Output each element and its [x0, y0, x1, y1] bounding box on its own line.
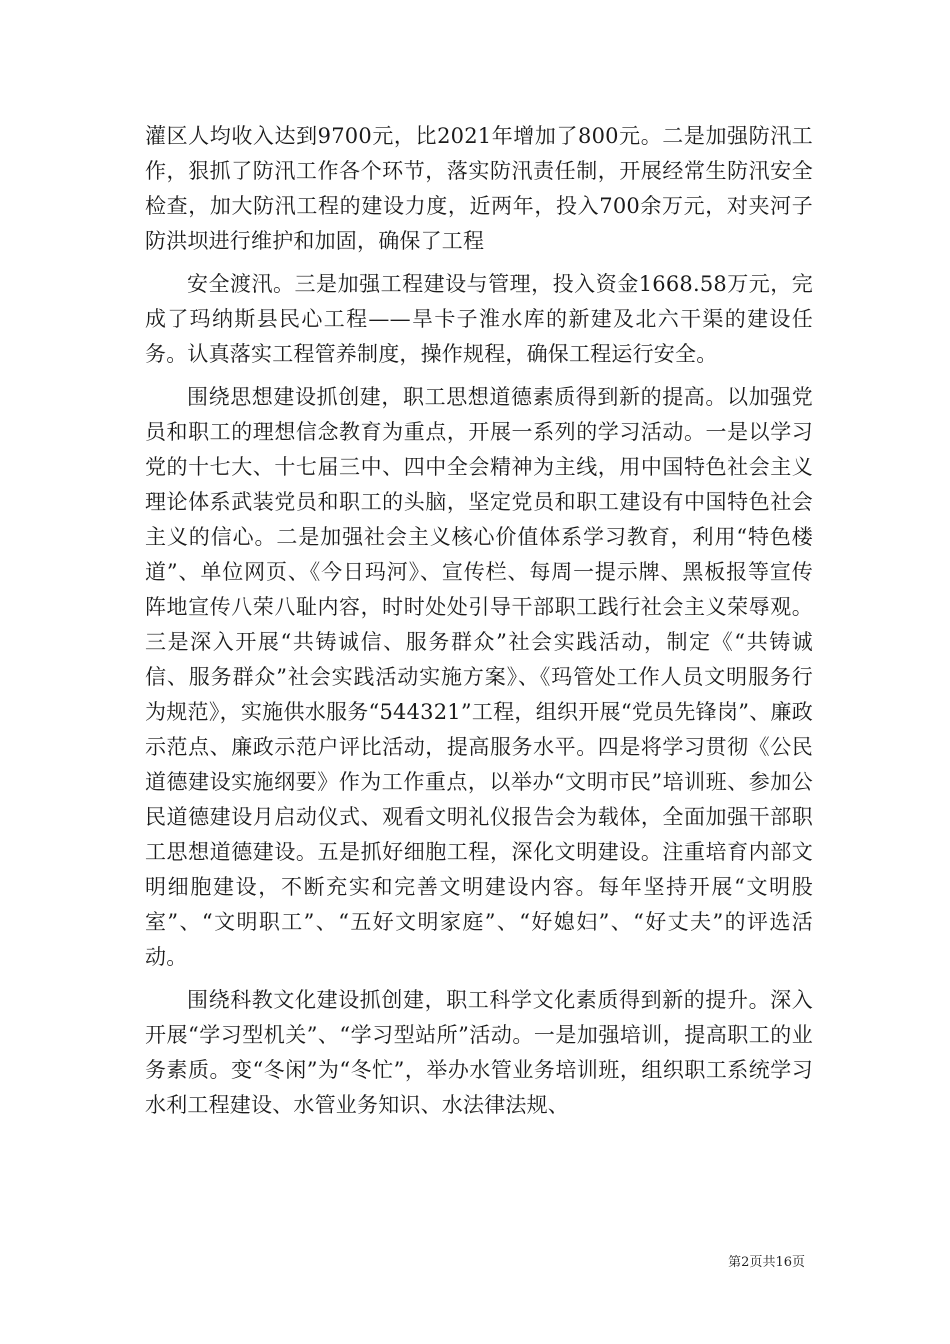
paragraph-3: 围绕思想建设抓创建，职工思想道德素质得到新的提高。以加强党员和职工的理想信念教育为重点，开展一系列的学习活动。一是以学习党的十七大、十七届三中、四中全会精神为主线，用中国特色社会主义理论体系武装党员和职工的头脑，坚定党员和职工建设有中国特色社会主义的信心。二是加强社会主义核心价值体系学习教育，利用“特色楼道”、单位网页、《今日玛河》、宣传栏、每周一提示牌、黑板报等宣传阵地宣传八荣八耻内容，时时处处引导干部职工践行社会主义荣辱观。三是深入开展“共铸诚信、服务群众”社会实践活动，制定《“共铸诚信、服务群众”社会实践活动实施方案》、《玛管处工作人员文明服务行为规范》，实施供水服务“544321”工程，组织开展“党员先锋岗”、廉政示范点、廉政示范户评比活动，提高服务水平。四是将学习贯彻《公民道德建设实施纲要》作为工作重点，以举办“文明市民”培训班、参加公民道德建设月启动仪式、观看文明礼仪报告会为载体，全面加强干部职工思想道德建设。五是抓好细胞工程，深化文明建设。注重培育内部文明细胞建设，不断充实和完善文明建设内容。每年坚持开展“文明股室”、“文明职工”、“五好文明家庭”、“好媳妇”、“好丈夫”的评选活动。 [145, 385, 813, 969]
paragraph-2: 安全渡汛。三是加强工程建设与管理，投入资金1668.58万元，完成了玛纳斯县民心工程——旱卡子淮水库的新建及北六干渠的建设任务。认真落实工程管养制度，操作规程，确保工程运行安全。 [145, 272, 813, 366]
paragraph-1: 灌区人均收入达到9700元，比2021年增加了800元。二是加强防汛工作，狠抓了防汛工作各个环节，落实防汛责任制，开展经常生防汛安全检查，加大防汛工程的建设力度，近两年，投入700余万元，对夹河子防洪坝进行维护和加固，确保了工程 [145, 124, 813, 253]
body-text [145, 119, 813, 1123]
paragraph-4: 围绕科教文化建设抓创建，职工科学文化素质得到新的提升。深入开展“学习型机关”、“学习型站所”活动。一是加强培训，提高职工的业务素质。变“冬闲”为“冬忙”，举办水管业务培训班，组织职工系统学习水利工程建设、水管业务知识、水法律法规、 [145, 988, 813, 1117]
page-number: 第2页共16页 [728, 1255, 805, 1270]
